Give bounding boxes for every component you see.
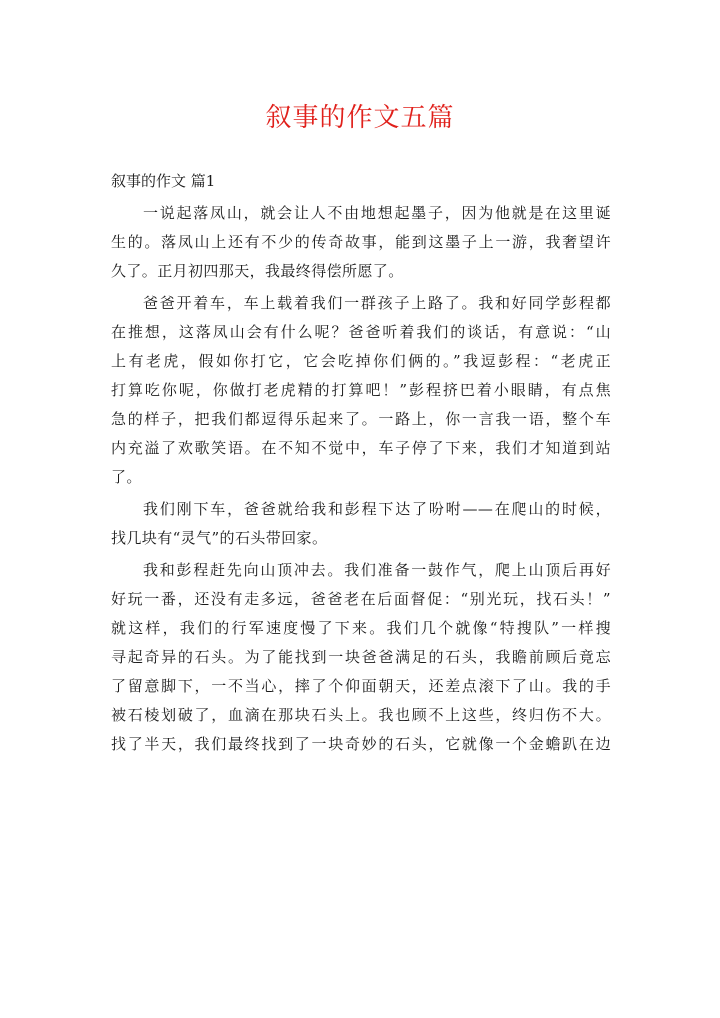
paragraph-line: 被石棱划破了，血滴在那块石头上。我也顾不上这些，终归伤不大。 [111, 706, 611, 724]
paragraph [111, 199, 611, 286]
paragraph [111, 556, 611, 759]
paragraph [111, 495, 611, 553]
paragraph [111, 289, 611, 492]
document-title: 叙事的作文五篇 [265, 103, 455, 133]
paragraph-line: 找几块有“灵气”的石头带回家。 [111, 529, 328, 547]
paragraph-line: 就这样，我们的行军速度慢了下来。我们几个就像“特搜队”一样搜 [111, 619, 611, 637]
paragraph-line: 上有老虎，假如你打它，它会吃掉你们俩的。”我逗彭程：“老虎正 [111, 352, 611, 370]
paragraph-container [111, 199, 611, 759]
paragraph-line: 打算吃你呢，你做打老虎精的打算吧！”彭程挤巴着小眼睛，有点焦 [111, 381, 611, 399]
paragraph-line: 内充溢了欢歌笑语。在不知不觉中，车子停了下来，我们才知道到站 [111, 439, 611, 457]
paragraph-line: 急的样子，把我们都逗得乐起来了。一路上，你一言我一语，整个车 [111, 410, 611, 428]
paragraph-line: 了。 [111, 468, 142, 486]
paragraph-line: 生的。落凤山上还有不少的传奇故事，能到这墨子上一游，我奢望许 [111, 233, 611, 251]
document-body [111, 167, 611, 762]
paragraph-line: 爸爸开着车，车上载着我们一群孩子上路了。我和好同学彭程都 [143, 294, 611, 312]
paragraph-line: 了留意脚下，一不当心，摔了个仰面朝天，还差点滚下了山。我的手 [111, 677, 611, 695]
paragraph-line: 我们刚下车，爸爸就给我和彭程下达了吩咐——在爬山的时候， [143, 500, 611, 518]
section-heading: 叙事的作文 篇1 [111, 172, 216, 190]
paragraph-line: 好玩一番，还没有走多远，爸爸老在后面督促：“别光玩，找石头！” [111, 590, 611, 608]
paragraph-line: 一说起落凤山，就会让人不由地想起墨子，因为他就是在这里诞 [143, 204, 611, 222]
paragraph-line: 久了。正月初四那天，我最终得偿所愿了。 [111, 262, 404, 280]
paragraph-line: 我和彭程赶先向山顶冲去。我们准备一鼓作气，爬上山顶后再好 [143, 561, 611, 579]
paragraph-line: 在推想，这落凤山会有什么呢？爸爸听着我们的谈话，有意说：“山 [111, 323, 611, 341]
paragraph-line: 寻起奇异的石头。为了能找到一块爸爸满足的石头，我瞻前顾后竟忘 [111, 648, 611, 666]
paragraph-line: 找了半天，我们最终找到了一块奇妙的石头，它就像一个金蟾趴在边 [111, 735, 611, 753]
